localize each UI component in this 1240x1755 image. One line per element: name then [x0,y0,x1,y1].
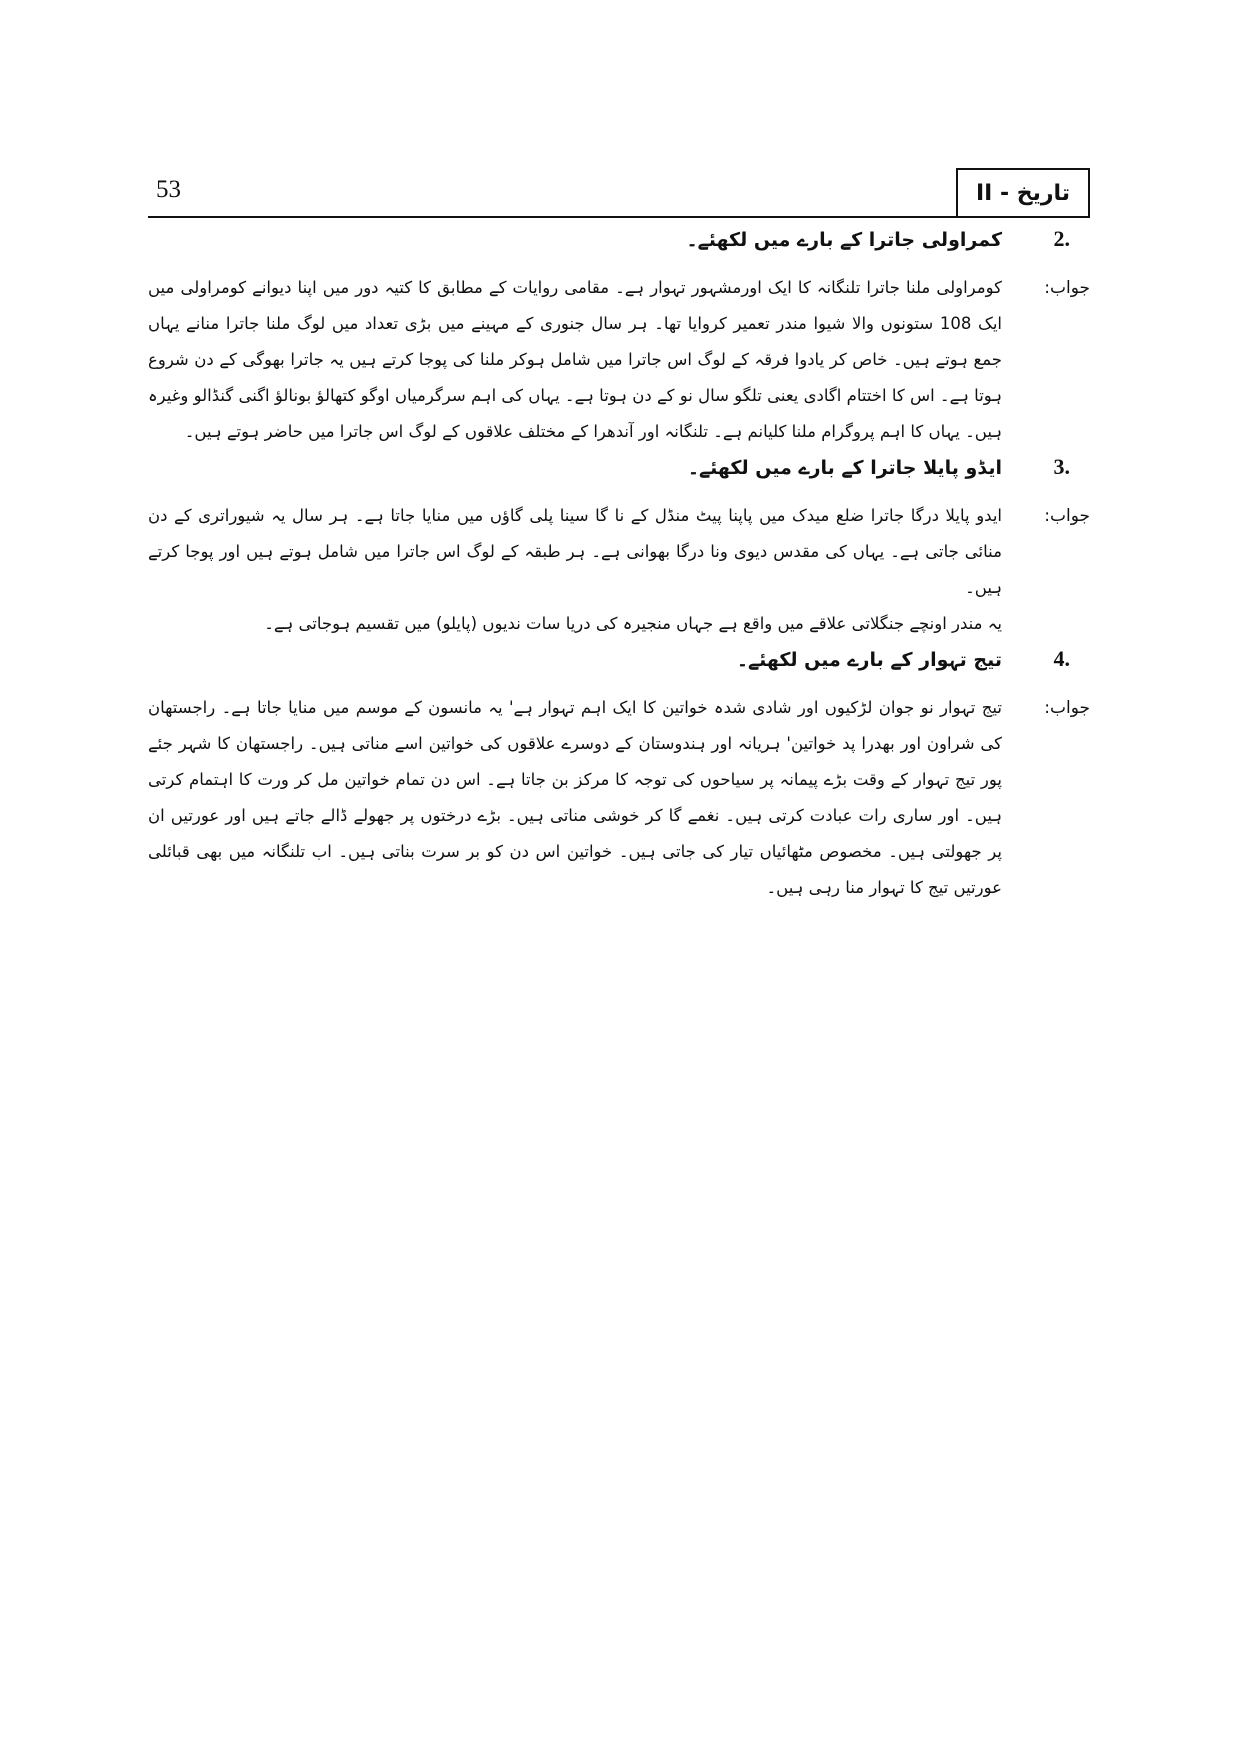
question-text: کمراولی جاترا کے بارے میں لکھئے۔ [686,229,1002,251]
question-4 [148,646,1090,690]
page-number: 53 [156,176,181,203]
answer-label: جواب: [1044,278,1090,298]
question-text: ایڈو پایلا جاترا کے بارے میں لکھئے۔ [687,457,1002,479]
answer-paragraph: تیج تہوار نو جوان لڑکیوں اور شادی شدہ خواتین کا ایک اہم تہوار ہے' یہ مانسون کے موسم میں منایا جاتا ہے۔ راجستھان کی شراون اور بھدرا پد خواتین' ہریانہ اور ہندوستان کے دوسرے علاقوں کی خواتین اسے مناتی ہیں۔ راجستھان کا شہر جئے پور تیج تہوار کے وقت بڑے پیمانہ پر سیاحوں کی توجہ کا مرکز بن جاتا ہے۔ اس دن تمام خواتین مل کر ورت کا اہتمام کرتی ہیں۔ اور ساری رات عبادت کرتی ہیں۔ نغمے گا کر خوشی مناتی ہیں۔ بڑے درختوں پر جھولے ڈالے جاتے ہیں اور عورتیں ان پر جھولتی ہیں۔ مخصوص مٹھائیاں تیار کی جاتی ہیں۔ خواتین اس دن کو بر سرت بناتی ہیں۔ اب تلنگانہ میں بھی قبائلی عورتیں تیج کا تہوار منا رہی ہیں۔ [148,698,1002,897]
answer-label: جواب: [1044,698,1090,718]
answer-paragraph: کومراولی ملنا جاترا تلنگانہ کا ایک اورمشہور تہوار ہے۔ مقامی روایات کے مطابق کا کتیہ دور میں اپنا دیوانے کومراولی میں ایک 108 ستونوں والا شیوا مندر تعمیر کروایا تھا۔ ہر سال جنوری کے مہینے میں بڑی تعداد میں لوگ ملنا جاترا منانے یہاں جمع ہوتے ہیں۔ خاص کر یادوا فرقہ کے لوگ اس جاترا میں شامل ہوکر ملنا کی پوجا کرتے ہیں یہ جاترا بھوگی کے دن شروع ہوتا ہے۔ اس کا اختتام اگادی یعنی تلگو سال نو کے دن ہوتا ہے۔ یہاں کی اہم سرگرمیاں اوگو کتھالؤ بونالؤ اگنی گنڈالو وغیرہ ہیں۔ یہاں کا اہم پروگرام ملنا کلیانم ہے۔ تلنگانہ اور آندھرا کے مختلف علاقوں کے لوگ اس جاترا میں حاضر ہوتے ہیں۔ [148,278,1002,441]
answer-4 [148,690,1090,906]
answer-body [148,270,1030,450]
subject-title: تاریخ - II [975,180,1071,206]
answer-label: جواب: [1044,506,1090,526]
answer-body [148,498,1030,642]
question-2 [148,226,1090,270]
page-content [148,226,1090,910]
answer-body [148,690,1030,906]
answer-3 [148,498,1090,642]
answer-2 [148,270,1090,450]
question-number: 2. [1053,226,1070,251]
answer-paragraph: یہ مندر اونچے جنگلاتی علاقے میں واقع ہے جہاں منجیرہ کی دریا سات ندیوں (پایلو) میں تقسیم ہوجاتی ہے۔ [264,614,1002,633]
page-header [148,172,1090,218]
question-text: تیج تہوار کے بارے میں لکھئے۔ [736,649,1002,671]
question-number: 4. [1053,646,1070,671]
question-number: 3. [1053,454,1070,479]
question-3 [148,454,1090,498]
subject-title-box [956,168,1090,216]
answer-paragraph: ایدو پایلا درگا جاترا ضلع میدک میں پاپنا پیٹ منڈل کے نا گا سینا پلی گاؤں میں منایا جاتا ہے۔ ہر سال یہ شیوراتری کے دن منائی جاتی ہے۔ یہاں کی مقدس دیوی ونا درگا بھوانی ہے۔ ہر طبقہ کے لوگ اس جاترا میں شامل ہوتے ہیں اور پوجا کرتے ہیں۔ [148,506,1002,597]
